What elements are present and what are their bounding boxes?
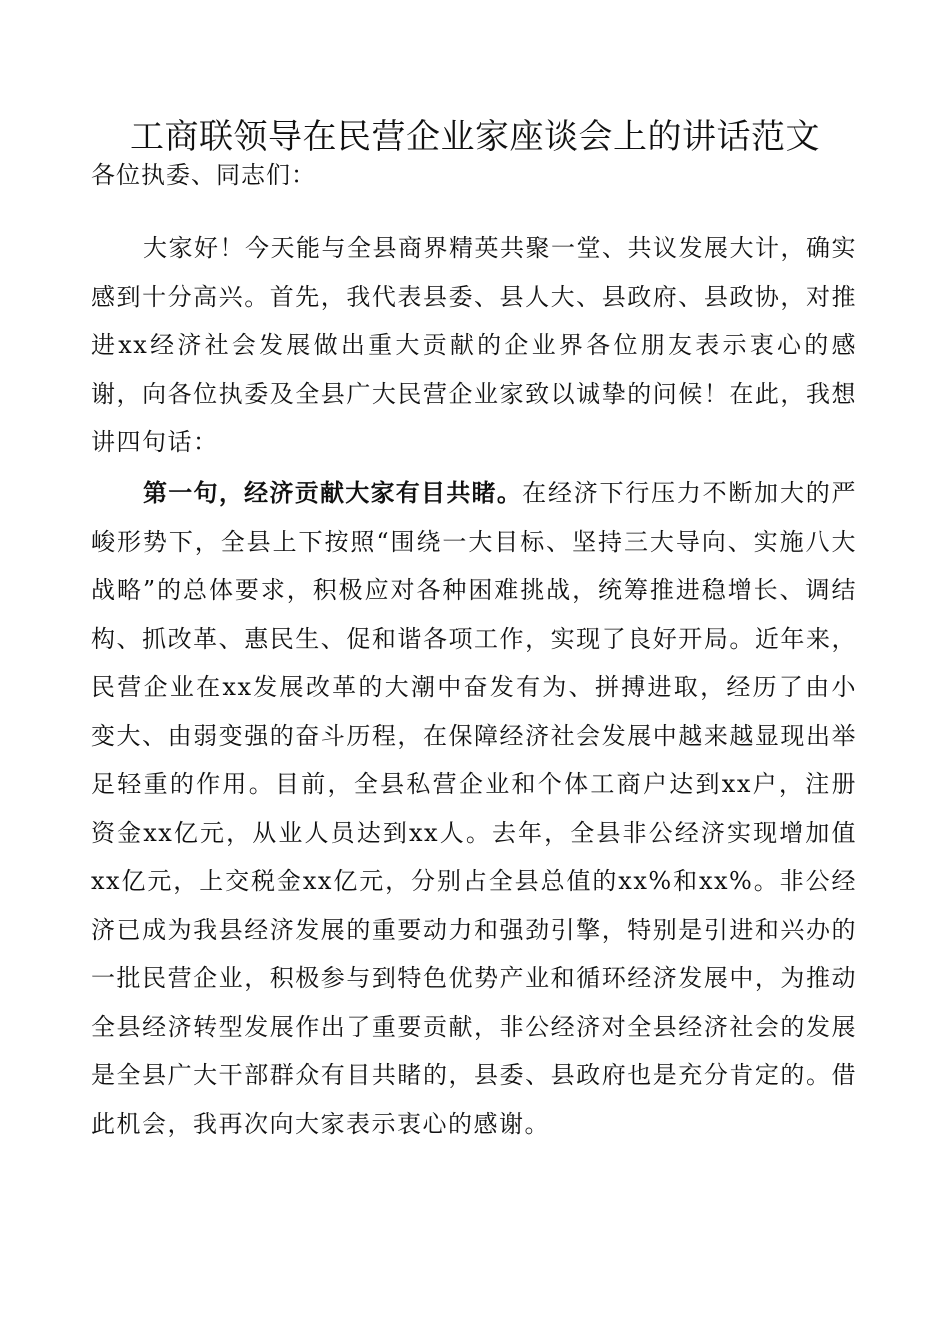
paragraph-first-point — [91, 469, 857, 1148]
salutation: 各位执委、同志们： — [91, 161, 316, 189]
paragraph-greeting: 大家好！今天能与全县商界精英共聚一堂、共议发展大计，确实感到十分高兴。首先，我代表县委、县人大、县政府、县政协，对推进xx经济社会发展做出重大贡献的企业界各位朋友表示衷心的感谢，向各位执委及全县广大民营企业家致以诚挚的问候！在此，我想讲四句话： — [91, 234, 857, 456]
paragraph-body: 在经济下行压力不断加大的严峻形势下，全县上下按照“围绕一大目标、坚持三大导向、实施八大战略”的总体要求，积极应对各种困难挑战，统筹推进稳增长、调结构、抓改革、惠民生、促和谐各项工作，实现了良好开局。近年来，民营企业在xx发展改革的大潮中奋发有为、拼搏进取，经历了由小变大、由弱变强的奋斗历程，在保障经济社会发展中越来越显现出举足轻重的作用。目前，全县私营企业和个体工商户达到xx户，注册资金xx亿元，从业人员达到xx人。去年，全县非公经济实现增加值xx亿元，上交税金xx亿元，分别占全县总值的xx%和xx%。非公经济已成为我县经济发展的重要动力和强劲引擎，特别是引进和兴办的一批民营企业，积极参与到特色优势产业和循环经济发展中，为推动全县经济转型发展作出了重要贡献，非公经济对全县经济社会的发展是全县广大干部群众有目共睹的，县委、县政府也是充分肯定的。借此机会，我再次向大家表示衷心的感谢。 — [91, 479, 858, 1138]
paragraph-lead-heading: 第一句，经济贡献大家有目共睹。 — [143, 479, 523, 507]
document-title: 工商联领导在民营企业家座谈会上的讲话范文 — [130, 117, 820, 157]
